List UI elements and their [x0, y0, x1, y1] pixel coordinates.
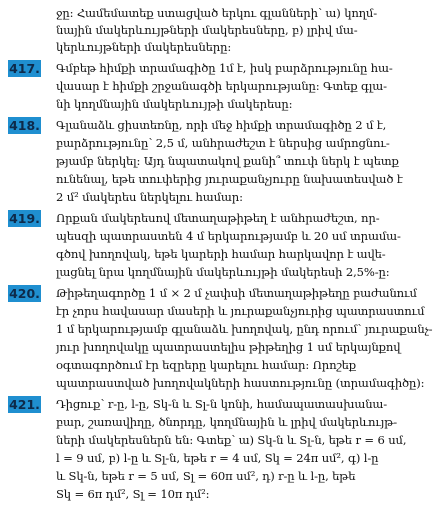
problem-text-line: l = 9 սմ, բ) l-ը և Sլ-ն, եթե r = 4 սմ, Sկ = 24π սմ², գ) l-ը	[56, 451, 379, 465]
problem-text-line: Գմբեթ հիմքի տրամագիծը 1մ է, իսկ բարձրությունը հա-	[56, 61, 393, 75]
problem-number-badge: 417.	[9, 61, 40, 76]
intro-line: նային մակերևույթների մակերեսները, բ) լրիվ մա-	[56, 23, 358, 37]
problem-number-badge: 421.	[9, 397, 40, 412]
problem-text-line: թյամբ ներկել: Այդ նպատակով քանի՞ տուփ ներկ է պետք	[56, 154, 399, 168]
problem-text-line: յուր խողովակը պատրաստելիս թիթեղից 1 սմ երկայնքով	[56, 340, 401, 354]
problem-text-line: Որքան մակերեսով մետաղաթիթեղ է անհրաժեշտ, որ-	[56, 211, 380, 225]
problem-text-line: նի կողմնային մակերևույթի մակերեսը:	[56, 97, 293, 111]
problem-text-line: գծով խողովակ, եթե կարերի համար հարկավոր է ավե-	[56, 247, 386, 261]
intro-line: ջը: Համեմատեք ստացված երկու գլանների՝ ա) կողմ-	[56, 6, 377, 20]
problem-text-line: Դիցուք՝ r-ը, l-ը, Sկ-ն և Sլ-ն կոնի, համապատասխանա-	[56, 397, 388, 411]
problem-text-line: պատրաստված խողովակների հաստությունը (տրամագիծը):	[56, 376, 425, 390]
problem-number-badge: 420.	[9, 286, 40, 301]
problem-text-line: Sկ = 6π դմ², Sլ = 10π դմ²:	[56, 487, 210, 501]
problem-number-badge: 418.	[9, 118, 40, 133]
problem-text-line: 1 մ երկարությամբ գլանաձև խողովակ, ընդ որում՝ յուրաքանչ-	[56, 322, 433, 336]
problem-text-line: վասար է հիմքի շրջանագծի երկարությանը: Գտեք գլա-	[56, 79, 387, 93]
problem-text-line: ունենալ, եթե տուփերից յուրաքանչյուրը նախատեսված է	[56, 172, 403, 186]
problem-text-line: ների մակերեսներն են: Գտեք՝ ա) Sկ-ն և Sլ-ն, եթե r = 6 սմ,	[56, 433, 407, 447]
problem-text-line: լացնել նրա կողմնային մակերևույթի մակերեսի 2,5%-ը:	[56, 265, 390, 279]
problem-text-line: բար, շառավիղը, ծնորդը, կողմնային և լրիվ մակերևույթ-	[56, 415, 397, 429]
problem-text-line: օգտագործում էր եզրերը կարելու համար: Որոշեք	[56, 358, 357, 372]
problem-text-line: Գլանաձև ցիստեռնը, որի մեջ հիմքի տրամագիծը 2 մ է,	[56, 118, 387, 132]
problem-text-line: էր չորս հավասար մասերի և յուրաքանչյուրից պատրաստում	[56, 304, 425, 318]
problem-text-line: և Sկ-ն, եթե r = 5 սմ, Sլ = 60π սմ², դ) r-ը և l-ը, եթե	[56, 469, 356, 483]
problem-number-badge: 419.	[9, 211, 40, 226]
problem-text-line: պեսզի պատրաստեն 4 մ երկարությամբ և 20 սմ տրամա-	[56, 229, 401, 243]
problem-text-line: Թիթեղագործը 1 մ × 2 մ չափսի մետաղաթիթեղը բաժանում	[56, 286, 417, 300]
problem-text-line: բարձրությունը՝ 2,5 մ, անհրաժեշտ է ներսից ամրոցնու-	[56, 136, 390, 150]
intro-line: կերևույթների մակերեսները:	[56, 40, 232, 54]
problem-text-line: 2 մ² մակերես ներկելու համար:	[56, 190, 243, 204]
